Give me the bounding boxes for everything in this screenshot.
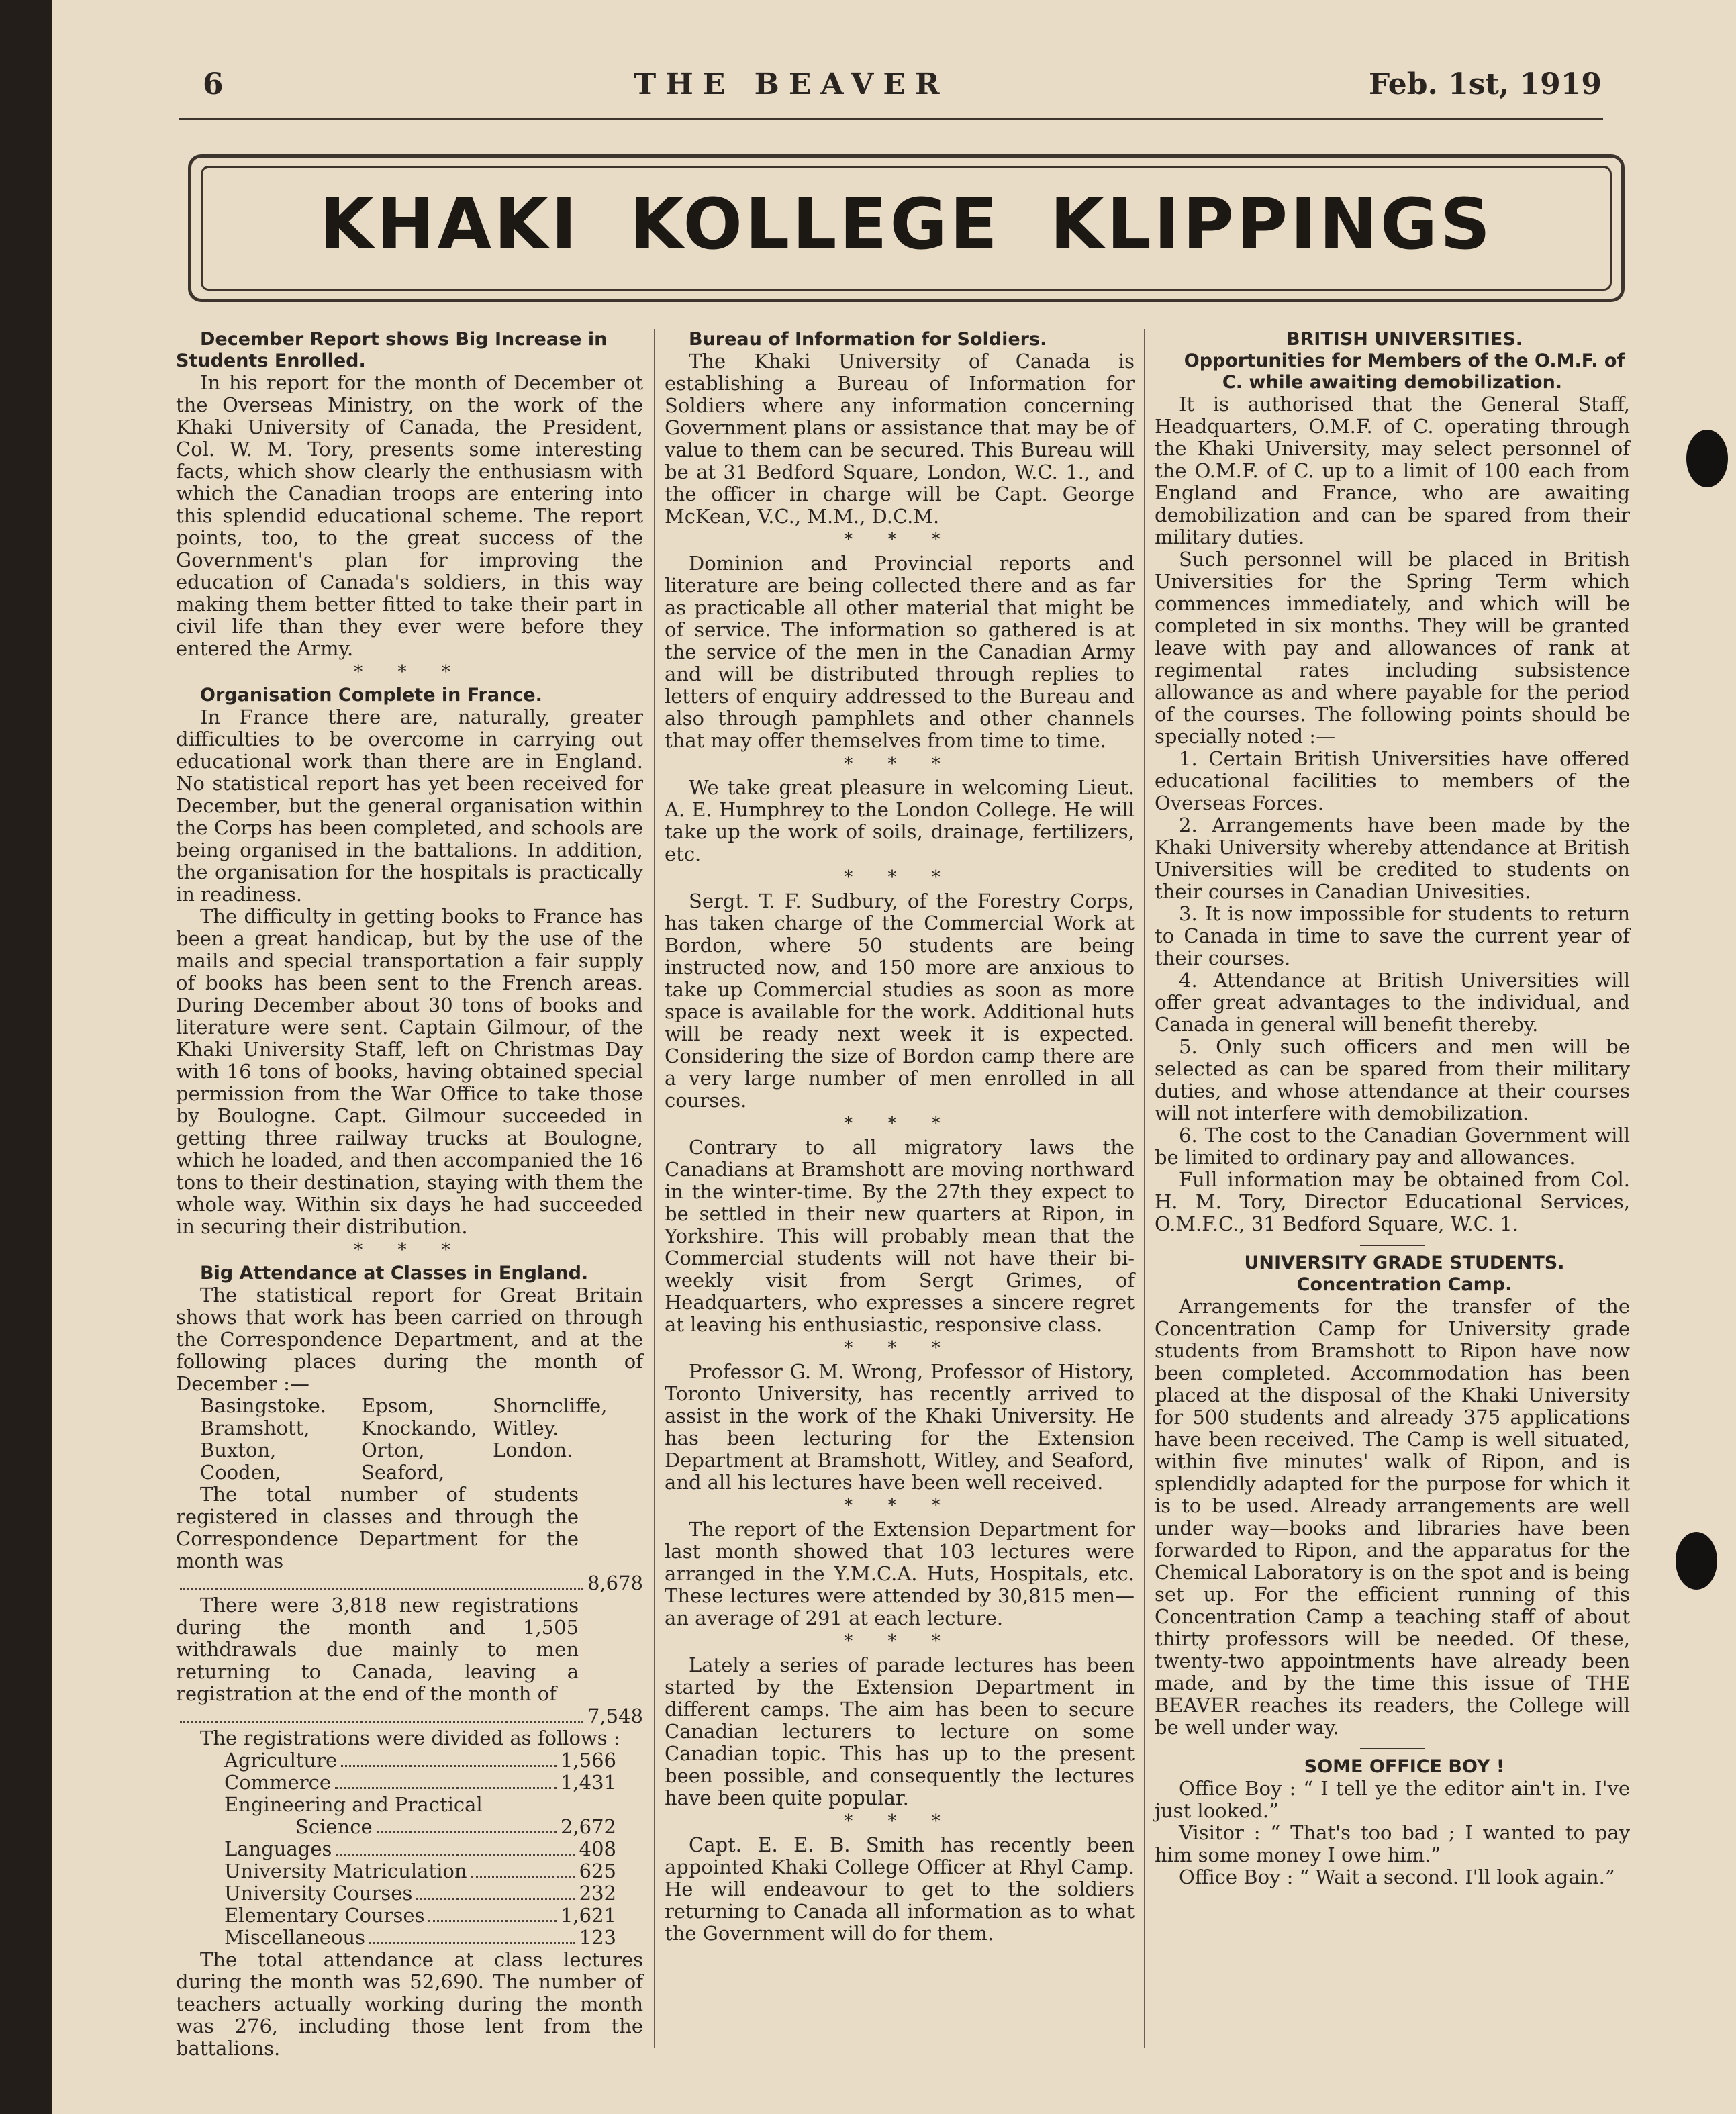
division-label: Science (295, 1815, 373, 1838)
division-label: Languages (224, 1837, 332, 1860)
section-divider: * * * (354, 662, 465, 682)
place-name: Orton, (361, 1439, 425, 1461)
issue-date: Feb. 1st, 1919 (1368, 67, 1602, 101)
division-row (224, 1905, 616, 1927)
dot-leader (336, 1854, 575, 1856)
enrolled-number: 8,678 (587, 1572, 643, 1594)
header-rule (179, 118, 1603, 120)
place-name: Buxton, (200, 1439, 277, 1461)
dialogue-line: Office Boy : “ I tell ye the editor ain't in. I've just looked.” (1155, 1777, 1630, 1822)
section-divider: * * * (844, 867, 955, 887)
divisions-intro: The registrations were divided as follows : (200, 1727, 620, 1749)
paragraph: Arrangements for the transfer of the Concentration Camp for University grade students from Bramshott to Ripon have now been completed. Accommodation has been placed at the disposal of the Khaki University for 500 students and already 375 applications have been received. The Camp is well situated, within five minutes' walk of Ripon, and is splendidly adapted for the purpose for which it is to be used. Already arrangements are well under way—books and libraries have been forwarded to Ripon, and the apparatus for the Chemical Laboratory is on the spot and is being set up. For the efficient running of this Concentration Camp a teaching staff of about thirty professors will be needed. Of these, twenty-two appointments have already been made, and by the time this issue of THE BEAVER reaches its readers, the College will be well under way. (1155, 1295, 1630, 1739)
place-name: Seaford, (361, 1461, 445, 1484)
section-subtitle: Concentration Camp. (1296, 1274, 1512, 1295)
running-head (179, 67, 1602, 114)
numbered-point: 3. It is now impossible for students to return to Canada in time to save the current year of their courses. (1155, 902, 1630, 969)
numbered-point: 5. Only such officers and men will be selected as can be spared from their military duties, and whose attendance at their courses will not interfere with demobilization. (1155, 1035, 1630, 1124)
masthead: THE BEAVER (634, 67, 949, 101)
column-3 (1155, 329, 1630, 1888)
division-label: Elementary Courses (224, 1904, 425, 1927)
division-row (224, 1816, 616, 1838)
punch-hole (1676, 1532, 1717, 1590)
numbered-point: 1. Certain British Universities have offered educational facilities to members of the Overseas Forces. (1155, 747, 1630, 814)
section-divider: * * * (844, 1631, 955, 1651)
place-name: Knockando, (361, 1416, 477, 1439)
paragraph: Such personnel will be placed in British Universities for the Spring Term which commences immediately, and which will be completed in six months. They will be granted leave with pay and allowances of rank at regimental rates including subsistence allowance as and where payable for the period of the courses. The following points should be specially noted :— (1155, 548, 1630, 748)
dot-leader (369, 1942, 575, 1944)
place-name (493, 1461, 627, 1484)
numbered-point: 4. Attendance at British Universities will offer great advantages to the individual, and Canada in general will benefit thereby. (1155, 969, 1630, 1036)
page-number: 6 (203, 67, 224, 101)
paragraph: The Khaki University of Canada is establishing a Bureau of Information for Soldiers where any information concerning Government plans or assistance that may be of value to them can be secured. This Bureau will be at 31 Bedford Square, London, W.C. 1., and the officer in charge will be Capt. George McKean, V.C., M.M., D.C.M. (665, 350, 1135, 528)
dot-leader (428, 1920, 557, 1922)
numbered-point: 2. Arrangements have been made by the Khaki University whereby attendance at British Universities will be credited to students on their courses in Canadian Univesities. (1155, 814, 1630, 903)
punch-hole (1686, 430, 1728, 487)
dot-leader (416, 1898, 575, 1900)
divisions-list (176, 1749, 643, 1949)
section-divider: * * * (844, 754, 955, 774)
division-value: 1,431 (560, 1771, 616, 1794)
section-divider: * * * (844, 1496, 955, 1516)
column-rule (654, 329, 655, 2048)
dot-leader (341, 1765, 557, 1767)
paragraph: The total attendance at class lectures during the month was 52,690. The number of teachers actually working during the month was 276, including those lent from the battalions. (176, 1948, 643, 2060)
place-name: Bramshott, (200, 1416, 310, 1439)
paragraph: Dominion and Provincial reports and literature are being collected there and as far as practicable all other material that might be of service. The information so gathered is at the service of the men in the Canadian Army and will be distributed through replies to letters of enquiry addressed to the Bureau and also through pamphlets and other channels that may offer themselves from time to time. (665, 552, 1135, 752)
column-rule (1144, 329, 1145, 2048)
paragraph: Lately a series of parade lectures has been started by the Extension Department in different camps. The aim has been to secure Canadian lecturers to lecture on some Canadian topic. This has up to the present been possible, and consequently the lectures have been quite popular. (665, 1653, 1135, 1809)
dialogue-line: Office Boy : “ Wait a second. I'll look again.” (1179, 1866, 1615, 1888)
paragraph: We take great pleasure in welcoming Lieut. A. E. Humphrey to the London College. He will take up the work of soils, drainage, fertilizers, etc. (665, 776, 1135, 865)
division-row (224, 1882, 616, 1905)
short-rule (1360, 1245, 1425, 1246)
division-row (224, 1772, 616, 1794)
net-total-line (176, 1705, 643, 1727)
enrolled-total-line (176, 1572, 643, 1594)
short-rule (1360, 1748, 1425, 1749)
division-value: 123 (579, 1926, 616, 1949)
column-2 (665, 329, 1135, 1945)
section-heading: December Report shows Big Increase in Students Enrolled. (176, 329, 608, 371)
division-value: 2,672 (560, 1815, 616, 1838)
dot-leader (180, 1588, 583, 1590)
section-divider: * * * (844, 1338, 955, 1358)
section-heading: Bureau of Information for Soldiers. (689, 329, 1047, 350)
paragraph: In France there are, naturally, greater difficulties to be overcome in carrying out educational work than there are in England. No statistical report has yet been received for December, but the general organisation within the Corps has been completed, and schools are being organised in the battalions. In addition, the organisation for the hospitals is practically in readiness. (176, 706, 643, 906)
division-label: Agriculture (224, 1749, 338, 1772)
division-row (224, 1838, 616, 1860)
paragraph: Full information may be obtained from Col. H. M. Tory, Director Educational Services, O.M.F.C., 31 Bedford Square, W.C. 1. (1155, 1168, 1630, 1235)
division-label: University Matriculation (224, 1860, 467, 1882)
place-name: Basingstoke. (200, 1394, 326, 1417)
page-title: KHAKI KOLLEGE KLIPPINGS (319, 183, 1494, 265)
division-label: Engineering and Practical (224, 1793, 483, 1816)
division-row (224, 1927, 616, 1949)
division-value: 1,566 (560, 1749, 616, 1772)
enrolled-text: The total number of students registered in classes and through the Correspondence Department for the month was (176, 1483, 579, 1572)
dot-leader (335, 1787, 557, 1789)
section-title: SOME OFFICE BOY ! (1304, 1756, 1505, 1777)
binding-edge (0, 0, 52, 2114)
section-divider: * * * (844, 1114, 955, 1134)
section-divider: * * * (354, 1240, 465, 1260)
division-value: 408 (579, 1837, 616, 1860)
section-divider: * * * (844, 1811, 955, 1831)
dialogue-line: Visitor : “ That's too bad ; I wanted to pay him some money I owe him.” (1155, 1821, 1630, 1866)
column-1 (176, 329, 643, 2060)
dot-leader (377, 1831, 557, 1833)
division-row (224, 1749, 616, 1772)
place-name: Shorncliffe, (493, 1394, 608, 1417)
division-value: 625 (579, 1860, 616, 1882)
net-number: 7,548 (587, 1704, 643, 1727)
place-name: Witley. (493, 1416, 559, 1439)
division-label: University Courses (224, 1882, 413, 1905)
division-row (224, 1794, 616, 1816)
paragraph: The report of the Extension Department for last month showed that 103 lectures were arranged in the Y.M.C.A. Huts, Hospitals, etc. These lectures were attended by 30,815 men—an average of 291 at each lecture. (665, 1518, 1135, 1629)
division-label: Miscellaneous (224, 1926, 365, 1949)
numbered-point: 6. The cost to the Canadian Government will be limited to ordinary pay and allowances. (1155, 1124, 1630, 1169)
section-heading: Big Attendance at Classes in England. (200, 1263, 589, 1284)
places-list (176, 1395, 643, 1484)
place-name: Epsom, (361, 1394, 434, 1417)
enrolled-total (176, 1484, 643, 1572)
title-banner (188, 154, 1625, 302)
paragraph: The statistical report for Great Britain shows that work has been carried on through the Correspondence Department, and at the following places during the month of December :— (176, 1284, 643, 1395)
section-title: BRITISH UNIVERSITIES. (1286, 329, 1523, 350)
division-row (224, 1860, 616, 1882)
section-heading: Organisation Complete in France. (200, 685, 542, 706)
division-value: 1,621 (560, 1904, 616, 1927)
dot-leader (180, 1721, 583, 1723)
section-title: UNIVERSITY GRADE STUDENTS. (1244, 1253, 1565, 1274)
place-name: London. (493, 1439, 573, 1461)
paragraph: In his report for the month of December ot the Overseas Ministry, on the work of the Khaki University of Canada, the President, Col. W. M. Tory, presents some interesting facts, which show clearly the enthusiasm with which the Canadian troops are entering into this splendid educational scheme. The report points, too, to the great success of the Government's plan for improving the education of Canada's soldiers, in this way making them better fitted to take their part in civil life than they ever were before they entered the Army. (176, 371, 643, 660)
place-name: Cooden, (200, 1461, 281, 1484)
division-value: 232 (579, 1882, 616, 1905)
section-divider: * * * (844, 530, 955, 550)
section-subtitle: Opportunities for Members of the O.M.F. of C. while awaiting demobilization. (1184, 350, 1625, 393)
paragraph: Capt. E. E. B. Smith has recently been appointed Khaki College Officer at Rhyl Camp. He will endeavour to get to the soldiers returning to Canada all information as to what the Government will do for them. (665, 1833, 1135, 1945)
paragraph: Contrary to all migratory laws the Canadians at Bramshott are moving northward in the winter-time. By the 27th they expect to be settled in their new quarters at Ripon, in Yorkshire. This will probably mean that the Commercial students will not have their bi-weekly visit from Sergt Grimes, of Headquarters, who expresses a sincere regret at leaving his enthusiastic, responsive class. (665, 1136, 1135, 1336)
paragraph: It is authorised that the General Staff, Headquarters, O.M.F. of C. operating through the Khaki University, may select personnel of the O.M.F. of C. up to a limit of 100 each from England and France, who are awaiting demobilization and can be spared from their military duties. (1155, 393, 1630, 548)
paragraph: Professor G. M. Wrong, Professor of History, Toronto University, has recently arrived to assist in the work of the Khaki University. He has been lecturing for the Extension Department at Bramshott, Witley, and Seaford, and all his lectures have been well received. (665, 1360, 1135, 1494)
paragraph: Sergt. T. F. Sudbury, of the Forestry Corps, has taken charge of the Commercial Work at Bordon, where 50 students are being instructed now, and 150 more are anxious to take up Commercial studies as soon as more space is available for the work. Additional huts will be ready next week it is expected. Considering the size of Bordon camp there are a very large number of men enrolled in all courses. (665, 890, 1135, 1112)
net-text: There were 3,818 new registrations during the month and 1,505 withdrawals due mainly to men returning to Canada, leaving a registration at the end of the month of (176, 1594, 579, 1705)
paragraph: The difficulty in getting books to France has been a great handicap, but by the use of the mails and special transportation a fair supply of books has been sent to the French areas. During December about 30 tons of books and literature were sent. Captain Gilmour, of the Khaki University Staff, left on Christmas Day with 16 tons of books, having obtained special permission from the War Office to take those by Boulogne. Capt. Gilmour succeeded in getting three railway trucks at Boulogne, which he loaded, and then accompanied the 16 tons to their destination, staying with them the whole way. Within six days he had succeeded in securing their distribution. (176, 905, 643, 1238)
dot-leader (471, 1876, 575, 1878)
division-label: Commerce (224, 1771, 332, 1794)
